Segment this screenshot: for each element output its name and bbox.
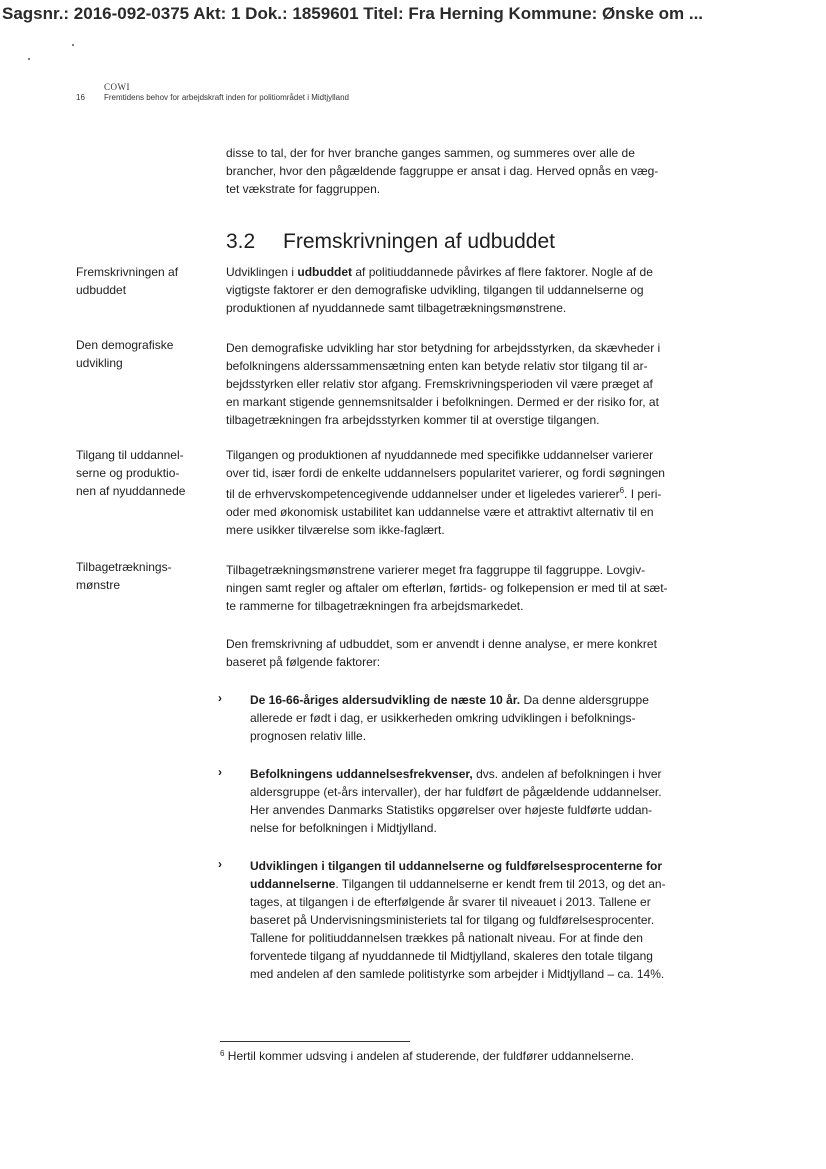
text-line: Tilbagetrækningsmønstrene varierer meget fra faggruppe til faggruppe. Lovgiv- (226, 563, 646, 577)
text-line: brancher, hvor den pågældende faggruppe er ansat i dag. Herved opnås en væg- (226, 164, 659, 178)
text-line: baseret på Undervisningsministeriets tal for tilgang og fuldførelsesprocenter. (250, 913, 655, 927)
company-logo: COWI (104, 82, 130, 92)
text-line: disse to tal, der for hver branche ganges sammen, og summeres over alle de (226, 146, 635, 160)
bullet-item: De 16-66-åriges aldersudvikling de næste 10 år. Da denne aldersgruppe allerede er født i dag, er usikkerheden omkring udviklingen i befolknings- prognosen relativ lille. (250, 691, 720, 745)
section-number: 3.2 (226, 230, 256, 253)
text-line: nelse for befolkningen i Midtjylland. (250, 821, 437, 835)
bullet-chevron-icon: › (218, 857, 222, 871)
text-line: produktionen af nyuddannede samt tilbagetrækningsmønstrene. (226, 301, 567, 315)
bullet-chevron-icon: › (218, 691, 222, 705)
paragraph-fremskrivning (226, 635, 716, 671)
running-title: Fremtidens behov for arbejdskraft inden for politiområdet i Midtjylland (104, 93, 350, 102)
scan-speck (28, 58, 30, 60)
text-line: Den demografiske udvikling har stor betydning for arbejdsstyrken, da skævheder i (226, 341, 661, 355)
text-line: Den fremskrivning af udbuddet, som er anvendt i denne analyse, er mere konkret (226, 637, 657, 651)
paragraph-tilgang: Tilgangen og produktionen af nyuddannede med specifikke uddannelser varierer over tid, især fordi de enkelte uddannelsers popularitet varierer, og fordi søgningen til de erhvervskompetencegivende uddannelser under et ligeledes varierer$^6$. I peri- oder med økonomisk ustabilitet kan uddannelse være et attraktivt alternativ til en mere usikker tilværelse som ikke-faglært. (226, 446, 716, 539)
margin-note: Fremskrivningen af udbuddet (76, 265, 179, 297)
section-title: Fremskrivningen af udbuddet (283, 230, 555, 253)
text-line: bejdsstyrken eller relativ stor afgang. Fremskrivningsperioden vil være præget af (226, 377, 653, 391)
text-line: prognosen relativ lille. (250, 729, 367, 743)
bullet-item: Udviklingen i tilgangen til uddannelserne og fuldførelsesprocenterne for uddannelserne. Tilgangen til uddannelserne er kendt frem til 2013, og det an- tages, at tilgangen i de efterfølgende år svarer til niveauet i 2013. Tallene er baseret på Undervisningsministeriets tal for tilgang og fuldførelsesprocenter. Tallene for politiuddannelsen trækkes på nationalt niveau. For at finde den forventede tilgang af nyuddannede til Midtjylland, skaleres den totale tilgang med andelen af den samlede politistyrke som arbejder i Midtjylland – ca. 14%. (250, 857, 720, 983)
text-line: tet vækstrate for faggruppen. (226, 182, 381, 196)
text-line: befolkningens alderssammensætning enten kan betyde relativ stor tilgang til ar- (226, 359, 648, 373)
paragraph-demografi (226, 339, 716, 429)
footnote (220, 1049, 634, 1063)
text-line: tages, at tilgangen i de efterfølgende år svarer til niveauet i 2013. Tallene er (250, 895, 651, 909)
text-line: Tilgangen og produktionen af nyuddannede med specifikke uddannelser varierer (226, 448, 654, 462)
text-line: med andelen af den samlede politistyrke som arbejder i Midtjylland – ca. 14%. (250, 967, 665, 981)
text-line: baseret på følgende faktorer: (226, 655, 381, 669)
text-line: forventede tilgang af nyuddannede til Midtjylland, skaleres den totale tilgang (250, 949, 653, 963)
section-heading (226, 230, 555, 254)
text-line: over tid, især fordi de enkelte uddannelsers popularitet varierer, og fordi søgningen (226, 466, 665, 480)
footnote-divider (220, 1041, 410, 1042)
footnote-reference: 6 (619, 486, 625, 495)
page-number: 16 (76, 93, 85, 102)
intro-paragraph (226, 144, 716, 198)
text-line: tilbagetrækningen fra arbejdsstyrken kommer til at overstige tilgangen. (226, 413, 600, 427)
text-line: oder med økonomisk ustabilitet kan uddannelse være et attraktivt alternativ til en (226, 505, 654, 519)
paragraph-tilbagetraekning (226, 561, 716, 615)
footnote-mark: 6 (220, 1049, 225, 1058)
text-line: en markant stigende gennemsnitsalder i befolkningen. Dermed er der risiko for, at (226, 395, 659, 409)
text-line: ningen samt regler og aftaler om efterløn, førtids- og folkepension er med til at sæt- (226, 581, 668, 595)
bullet-chevron-icon: › (218, 765, 222, 779)
text-line: allerede er født i dag, er usikkerheden omkring udviklingen i befolknings- (250, 711, 636, 725)
margin-note: Den demografiske udvikling (76, 338, 174, 370)
case-header: Sagsnr.: 2016-092-0375 Akt: 1 Dok.: 1859601 Titel: Fra Herning Kommune: Ønske om ... (2, 4, 704, 23)
footnote-text: Hertil kommer udsving i andelen af studerende, der fuldfører uddannelserne. (224, 1049, 635, 1063)
bullet-item: Befolkningens uddannelsesfrekvenser, dvs. andelen af befolkningen i hver aldersgruppe (et-års intervaller), der har fuldført de pågældende uddannelser. Her anvendes Danmarks Statistiks opgørelser over højeste fuldførte uddan- nelse for befolkningen i Midtjylland. (250, 765, 720, 837)
scan-speck (72, 44, 74, 46)
margin-note: Tilgang til uddannel- serne og produktio- nen af nyuddannede (76, 448, 186, 498)
text-line: Her anvendes Danmarks Statistiks opgørelser over højeste fuldførte uddan- (250, 803, 653, 817)
text-line: mere usikker tilværelse som ikke-faglært. (226, 523, 445, 537)
text-line: aldersgruppe (et-års intervaller), der har fuldført de pågældende uddannelser. (250, 785, 662, 799)
margin-note: Tilbagetræknings- mønstre (76, 560, 172, 592)
text-line: vigtigste faktorer er den demografiske udvikling, tilgangen til uddannelserne og (226, 283, 644, 297)
text-line: Tallene for politiuddannelsen trækkes på nationalt niveau. For at finde den (250, 931, 643, 945)
text-line: te rammerne for tilbagetrækningen fra arbejdsmarkedet. (226, 599, 524, 613)
paragraph-udbuddet: Udviklingen i udbuddet af politiuddannede påvirkes af flere faktorer. Nogle af de vigtigste faktorer er den demografiske udvikling, tilgangen til uddannelserne og produktionen af nyuddannede samt tilbagetrækningsmønstrene. (226, 263, 716, 317)
